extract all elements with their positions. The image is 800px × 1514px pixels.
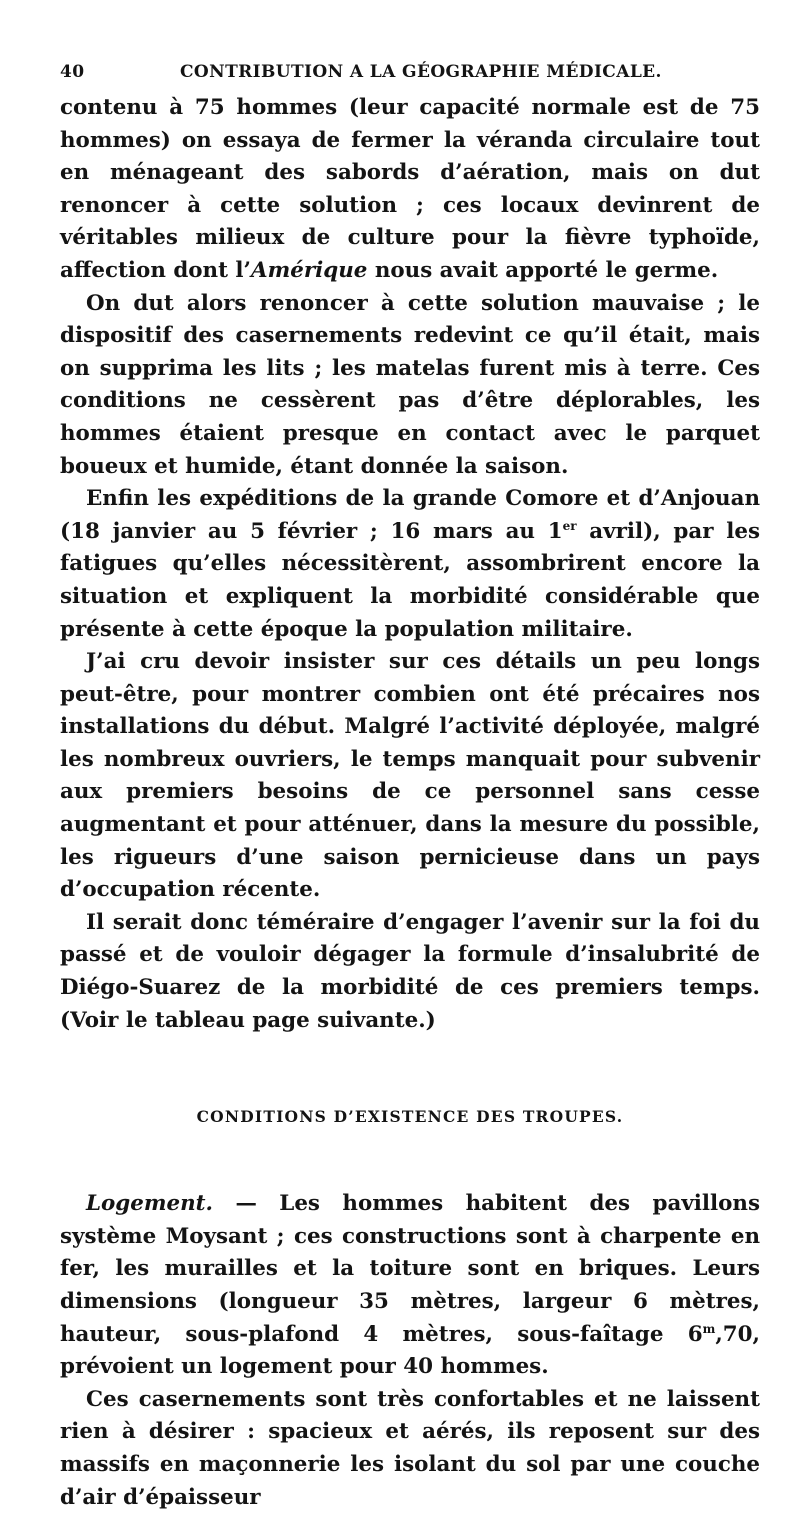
paragraph: J’ai cru devoir insister sur ces détails un peu longs peut-être, pour montrer combien ont été précaires nos installations du début. Malgré l’activité déployée, malgré les nombreux ouvriers, le temps manquait pour subvenir aux premiers besoins de ce personnel sans cesse augmentant et pour atténuer, dans la mesure du possible, les rigueurs d’une saison pernicieuse dans un pays d’occupation récente. [60, 649, 760, 903]
paragraph: Ces casernements sont très confortables et ne laissent rien à désirer : spacieux et aérés, ils reposent sur des massifs en maçonnerie les isolant du sol par une couche d’air d’épaisseur [60, 1386, 760, 1510]
paragraph [60, 483, 760, 646]
paragraph-text: ,70, prévoient un logement pour 40 hommes. [60, 1321, 760, 1380]
paragraph-text: nous avait apporté le germe. [367, 257, 719, 283]
paragraph-lead: Logement. [86, 1191, 213, 1217]
italic-term: Amérique [251, 257, 368, 283]
paragraph-text: contenu à 75 hommes (leur capacité normale est de 75 hommes) on essaya de fermer la véranda circulaire tout en ménageant des sabords d’aération, mais on dut renoncer à cette solution ; ces locaux devinrent de véritables milieux de culture pour la fièvre typhoïde, affection dont l’ [60, 95, 760, 283]
paragraph: Il serait donc téméraire d’engager l’avenir sur la foi du passé et de vouloir dégager la formule d’insalubrité de Diégo-Suarez de la morbidité de ces premiers temps. (Voir le tableau page suivante.) [60, 909, 760, 1033]
page-number: 40 [60, 62, 85, 82]
running-head [60, 62, 760, 92]
superscript: m [702, 1321, 716, 1336]
paragraph [60, 92, 760, 288]
section-heading: CONDITIONS D’EXISTENCE DES TROUPES. [196, 1107, 624, 1127]
superscript: er [562, 518, 577, 533]
em-dash: — [213, 1191, 280, 1217]
paragraph-text: avril), par les fatigues qu’elles nécessitèrent, assombrirent encore la situation et expliquent la morbidité considérable que présente à cette époque la population militaire. [60, 518, 760, 642]
paragraph-text: Enfin les expéditions de la grande Comore et d’Anjouan (18 janvier au 5 février ; 16 mars au 1 [60, 486, 760, 544]
section-text [60, 1188, 760, 1514]
body-text [60, 92, 760, 1037]
paragraph-text: Les hommes habitent des pavillons système Moysant ; ces constructions sont à charpente en fer, les murailles et la toiture sont en briques. Leurs dimensions (longueur 35 mètres, largeur 6 mètres, hauteur, sous-plafond 4 mètres, sous-faîtage 6 [60, 1191, 760, 1347]
paragraph [60, 1188, 760, 1384]
running-title: CONTRIBUTION A LA GÉOGRAPHIE MÉDICALE. [180, 62, 662, 82]
paragraph: On dut alors renoncer à cette solution mauvaise ; le dispositif des casernements redevint ce qu’il était, mais on supprima les lits ; les matelas furent mis à terre. Ces conditions ne cessèrent pas d’être déplorables, les hommes étaient presque en contact avec le parquet boueux et humide, étant donnée la saison. [60, 290, 760, 479]
